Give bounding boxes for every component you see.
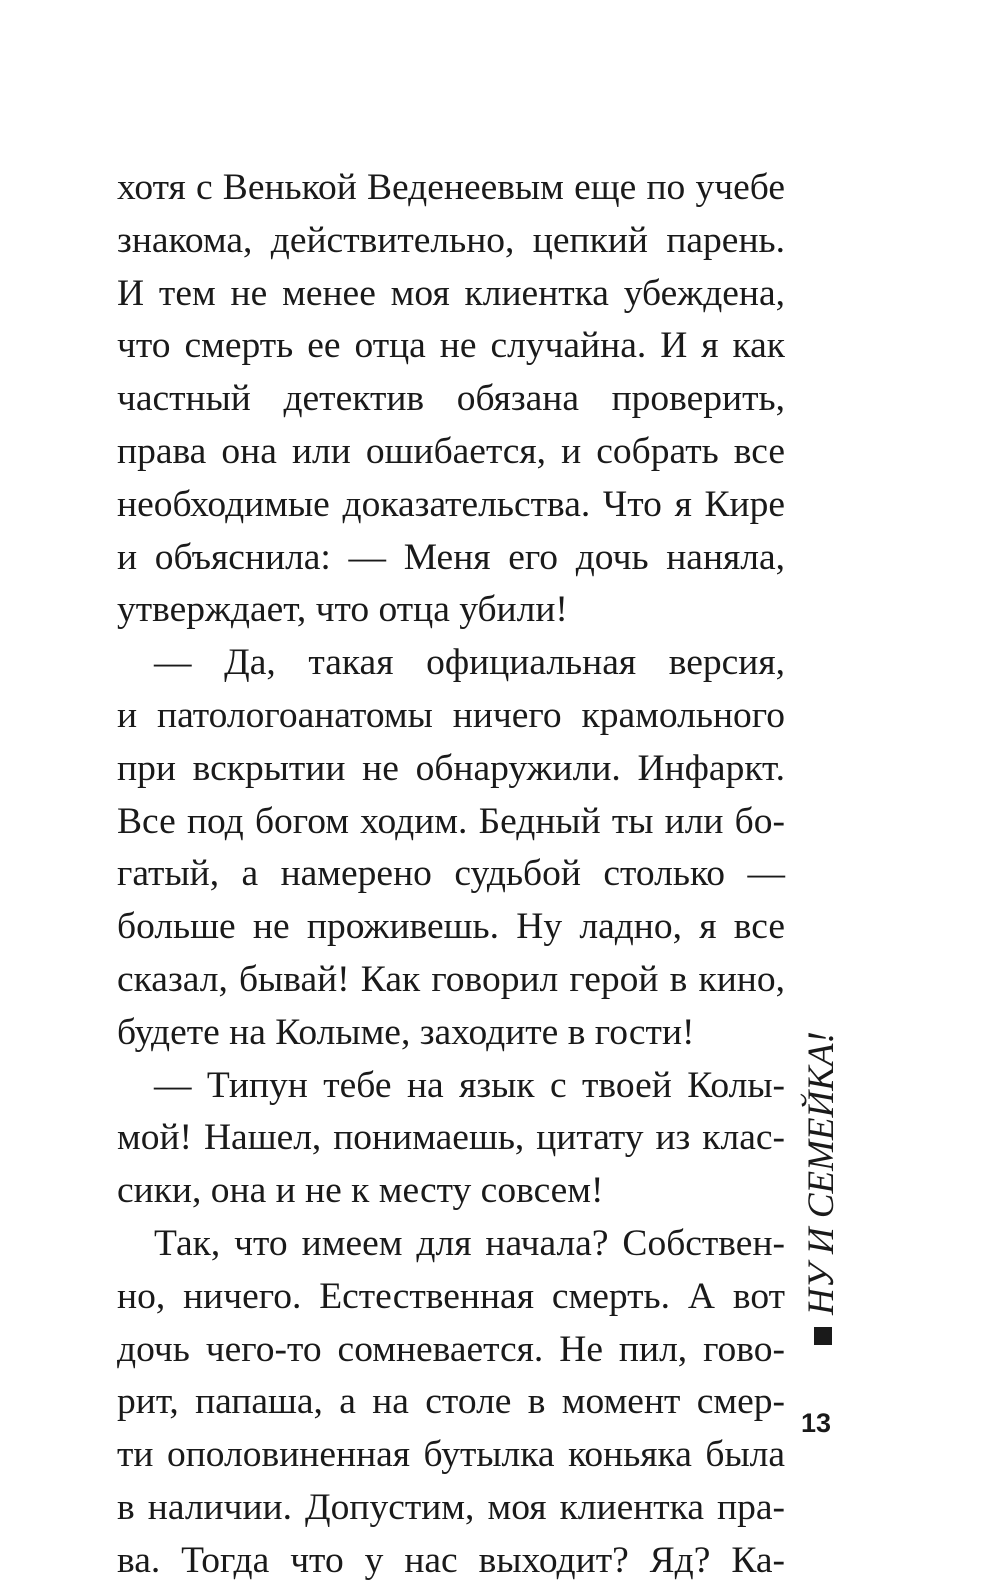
text-line: дочь чего-то сомневается. Не пил, гово- bbox=[117, 1328, 785, 1370]
text-line: гатый, а намерено судьбой столько — bbox=[117, 853, 785, 895]
text-line: сказал, бывай! Как говорил герой в кино, bbox=[117, 958, 785, 1000]
text-line: в наличии. Допустим, моя клиентка пра- bbox=[117, 1486, 785, 1528]
text-line: и патологоанатомы ничего крамольного bbox=[117, 694, 785, 736]
text-line: частный детектив обязана проверить, bbox=[117, 378, 785, 420]
text-line: права она или ошибается, и собрать все bbox=[117, 430, 785, 472]
text-line: но, ничего. Естественная смерть. А вот bbox=[117, 1275, 785, 1317]
text-line: необходимые доказательства. Что я Кире bbox=[117, 483, 785, 525]
text-line: и объяснила: — Меня его дочь наняла, bbox=[117, 536, 785, 578]
text-line: рит, папаша, а на столе в момент смер- bbox=[117, 1381, 785, 1423]
text-line: мой! Нашел, понимаешь, цитату из клас- bbox=[117, 1117, 785, 1159]
text-line: сики, она и не к месту совсем! bbox=[117, 1170, 604, 1212]
text-line: И тем не менее моя клиентка убеждена, bbox=[117, 272, 785, 314]
text-line: знакома, действительно, цепкий парень. bbox=[117, 219, 785, 261]
text-line: больше не проживешь. Ну ладно, я все bbox=[117, 906, 785, 948]
text-line: ти ополовиненная бутылка коньяка была bbox=[117, 1434, 785, 1476]
text-line: — Да, такая официальная версия, bbox=[154, 642, 785, 684]
text-line: Все под богом ходим. Бедный ты или бо- bbox=[117, 800, 785, 842]
page-number: 13 bbox=[801, 1408, 832, 1438]
text-line: — Типун тебе на язык с твоей Колы- bbox=[154, 1064, 785, 1106]
running-head-title: НУ И СЕМЕЙКА! bbox=[801, 1031, 842, 1315]
text-line: что смерть ее отца не случайна. И я как bbox=[117, 325, 785, 367]
text-line: утверждает, что отца убили! bbox=[117, 589, 568, 631]
text-line: ва. Тогда что у нас выходит? Яд? Ка- bbox=[117, 1539, 785, 1581]
body-text bbox=[117, 162, 785, 1588]
text-line: хотя с Венькой Веденеевым еще по учебе bbox=[117, 167, 785, 208]
text-line: Так, что имеем для начала? Собствен- bbox=[154, 1222, 785, 1264]
text-line: при вскрытии не обнаружили. Инфаркт. bbox=[117, 747, 785, 789]
text-line: будете на Колыме, заходите в гости! bbox=[117, 1011, 695, 1053]
square-bullet-icon bbox=[814, 1327, 832, 1345]
